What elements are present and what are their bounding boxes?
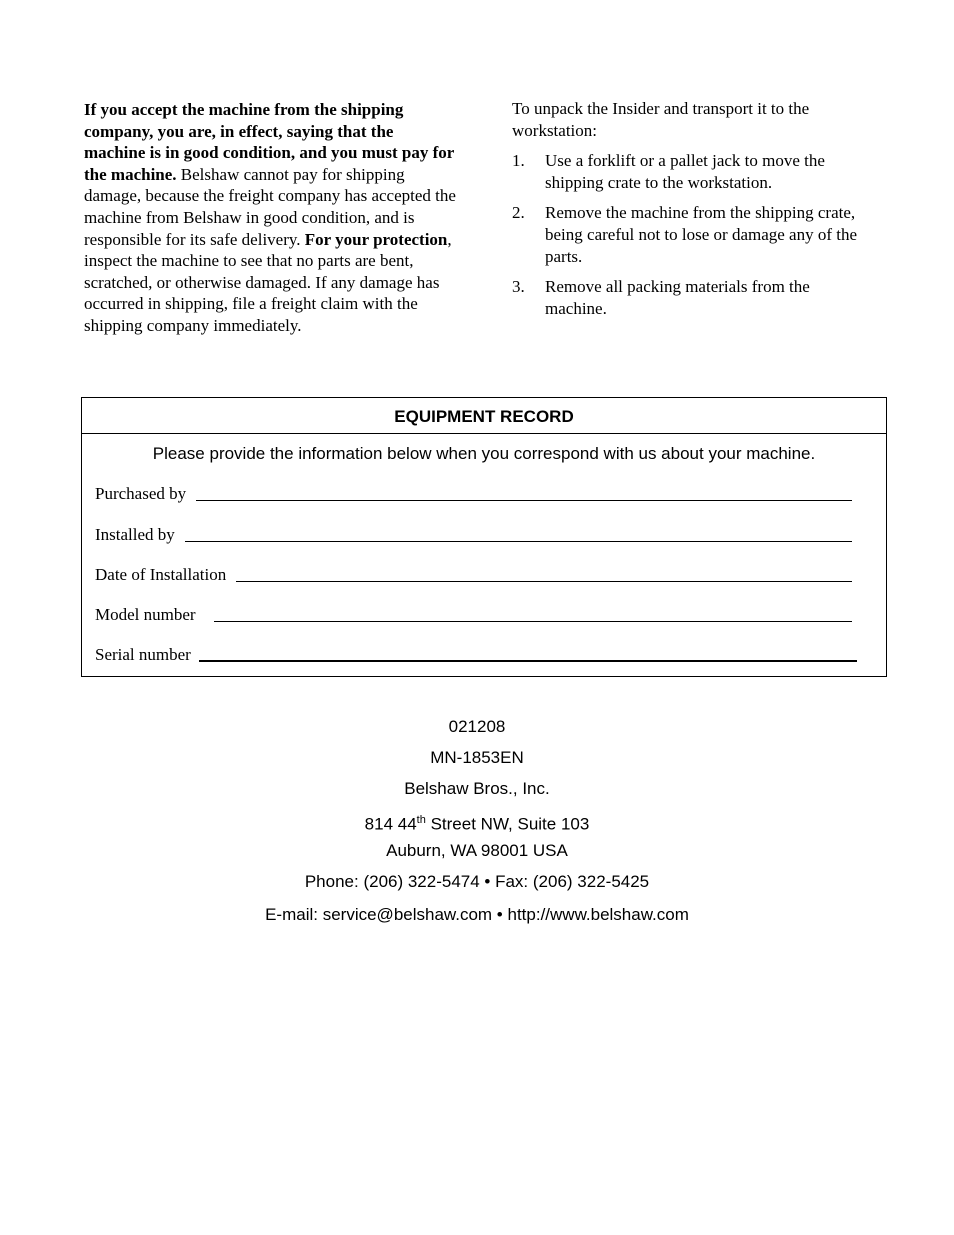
document-code: 021208: [448, 717, 506, 736]
step-number: 3.: [512, 277, 525, 297]
acceptance-warning: If you accept the machine from the shipping company, you are, in effect, saying that the machine is in good condition, and you must pay for the machine.: [84, 100, 454, 184]
city-address: Auburn, WA 98001 USA: [386, 841, 568, 860]
date-of-installation-field[interactable]: [95, 563, 852, 585]
equipment-record-intro: Please provide the information below when you correspond with us about your machine.: [152, 444, 816, 463]
unpack-steps: [512, 150, 864, 319]
field-label: Purchased by: [95, 484, 187, 503]
installed-by-field[interactable]: [95, 523, 852, 545]
purchased-by-field[interactable]: [95, 482, 852, 504]
fill-line[interactable]: [185, 541, 852, 542]
step-text: Remove the machine from the shipping crate, being careful not to lose or damage any of the parts.: [545, 203, 858, 266]
step-number: 2.: [512, 203, 525, 223]
fill-line[interactable]: [214, 621, 852, 622]
unpack-instructions: [512, 98, 864, 328]
fill-line[interactable]: [199, 660, 857, 662]
step-item: [512, 150, 864, 193]
email-web: E-mail: service@belshaw.com • http://www.belshaw.com: [265, 905, 689, 924]
field-label: Installed by: [95, 525, 175, 544]
company-footer: [0, 714, 954, 933]
unpack-intro: To unpack the Insider and transport it to the workstation:: [512, 99, 810, 140]
protection-text: , inspect the machine to see that no parts are bent, scratched, or otherwise damaged. If any damage has occurred in shipping, file a freight claim with the shipping company immediately.: [84, 229, 452, 335]
field-label: Serial number: [95, 645, 191, 664]
equipment-record-title: EQUIPMENT RECORD: [82, 398, 886, 434]
shipping-damage-paragraph: [84, 99, 456, 337]
protection-heading: For your protection: [304, 229, 448, 249]
fill-line[interactable]: [236, 581, 852, 582]
field-label: Model number: [95, 605, 196, 624]
model-number-field[interactable]: [95, 603, 852, 625]
step-text: Remove all packing materials from the machine.: [545, 277, 810, 318]
step-item: [512, 202, 864, 267]
fill-line[interactable]: [196, 500, 852, 501]
company-name: Belshaw Bros., Inc.: [404, 779, 550, 798]
phone-fax: Phone: (206) 322-5474 • Fax: (206) 322-5425: [304, 872, 650, 891]
step-text: Use a forklift or a pallet jack to move the shipping crate to the workstation.: [545, 151, 825, 192]
serial-number-field[interactable]: [95, 643, 857, 665]
field-label: Date of Installation: [95, 565, 227, 584]
step-number: 1.: [512, 151, 525, 171]
shipping-damage-text: Belshaw cannot pay for shipping damage, because the freight company has accepted the machine from Belshaw in good condition, and is responsible for its safe delivery.: [84, 164, 456, 249]
step-item: [512, 276, 864, 319]
equipment-record-box: [81, 397, 887, 677]
street-address: 814 44th Street NW, Suite 103: [364, 814, 590, 834]
manual-number: MN-1853EN: [430, 748, 524, 767]
